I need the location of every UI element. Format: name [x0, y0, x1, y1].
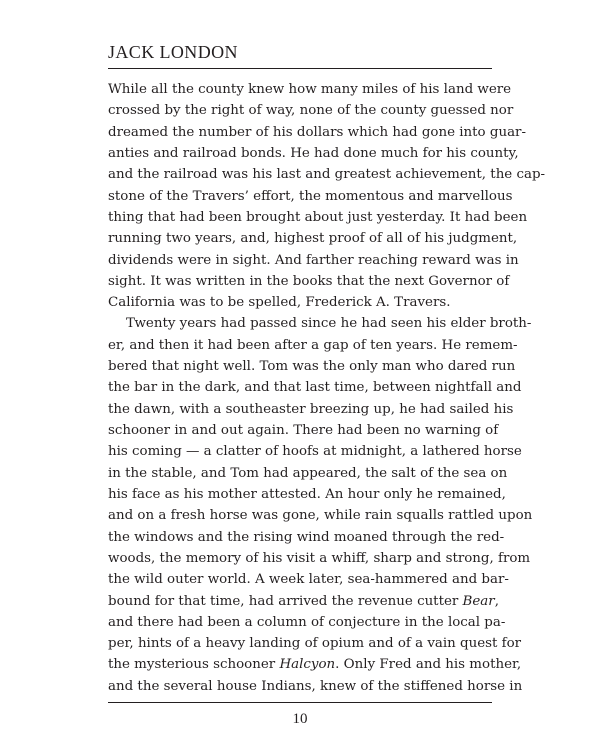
text-line: his coming — a clatter of hoofs at midnight, a lathered horse — [108, 444, 522, 460]
text-line: anties and railroad bonds. He had done much for his county, — [108, 145, 519, 161]
text-line: woods, the memory of his visit a whiff, sharp and strong, from — [108, 550, 531, 566]
text-line: running two years, and, highest proof of all of his judgment, — [108, 231, 518, 247]
text-line: Twenty years had passed since he had seen his elder broth- — [126, 316, 532, 332]
text-line: the dawn, with a southeaster breezing up, he had sailed his — [108, 401, 514, 417]
text-line: his face as his mother attested. An hour only he remained, — [108, 486, 506, 502]
text-line: in the stable, and Tom had appeared, the salt of the sea on — [108, 465, 508, 481]
text-line: thing that had been brought about just yesterday. It had been — [108, 209, 528, 225]
italic-ship-name: Halcyon — [279, 657, 336, 673]
text-line: stone of the Travers’ effort, the momentous and marvellous — [108, 188, 513, 204]
text-line: and on a fresh horse was gone, while rain squalls rattled upon — [108, 508, 533, 524]
line-text: bound for that time, had arrived the revenue cutter — [108, 593, 459, 609]
text-line: While all the county knew how many miles of his land were — [108, 82, 512, 97]
text-line: the bar in the dark, and that last time, between nightfall and — [108, 380, 522, 396]
line-text: , — [494, 593, 499, 609]
body-text — [108, 79, 546, 697]
text-line: and the several house Indians, knew of the stiffened horse in — [108, 678, 523, 694]
footer-rule — [108, 702, 492, 703]
page-number: 10 — [292, 711, 308, 727]
text-line: dividends were in sight. And farther reaching reward was in — [108, 252, 519, 268]
text-line: and the railroad was his last and greatest achievement, the cap- — [108, 167, 546, 183]
text-line: dreamed the number of his dollars which had gone into guar- — [108, 124, 526, 140]
text-line: sight. It was written in the books that the next Governor of — [108, 273, 510, 289]
text-line: and there had been a column of conjecture in the local pa- — [108, 614, 506, 630]
text-line — [108, 591, 499, 612]
text-line: crossed by the right of way, none of the county guessed nor — [108, 103, 514, 119]
text-line: schooner in and out again. There had been no warning of — [108, 423, 499, 438]
text-line: bered that night well. Tom was the only man who dared run — [108, 359, 516, 375]
running-head: JACK LONDON — [108, 42, 238, 62]
italic-ship-name: Bear — [462, 593, 495, 609]
text-line: per, hints of a heavy landing of opium and of a vain quest for — [108, 636, 522, 652]
text-line — [108, 654, 522, 675]
line-text: . Only Fred and his mother, — [335, 657, 522, 673]
header-rule — [108, 68, 492, 69]
line-text: the mysterious schooner — [108, 657, 276, 673]
text-line: the wild outer world. A week later, sea-hammered and bar- — [108, 572, 509, 588]
text-line: California was to be spelled, Frederick A. Travers. — [108, 295, 451, 311]
text-line: er, and then it had been after a gap of ten years. He remem- — [108, 337, 518, 353]
text-line: the windows and the rising wind moaned through the red- — [108, 529, 505, 545]
